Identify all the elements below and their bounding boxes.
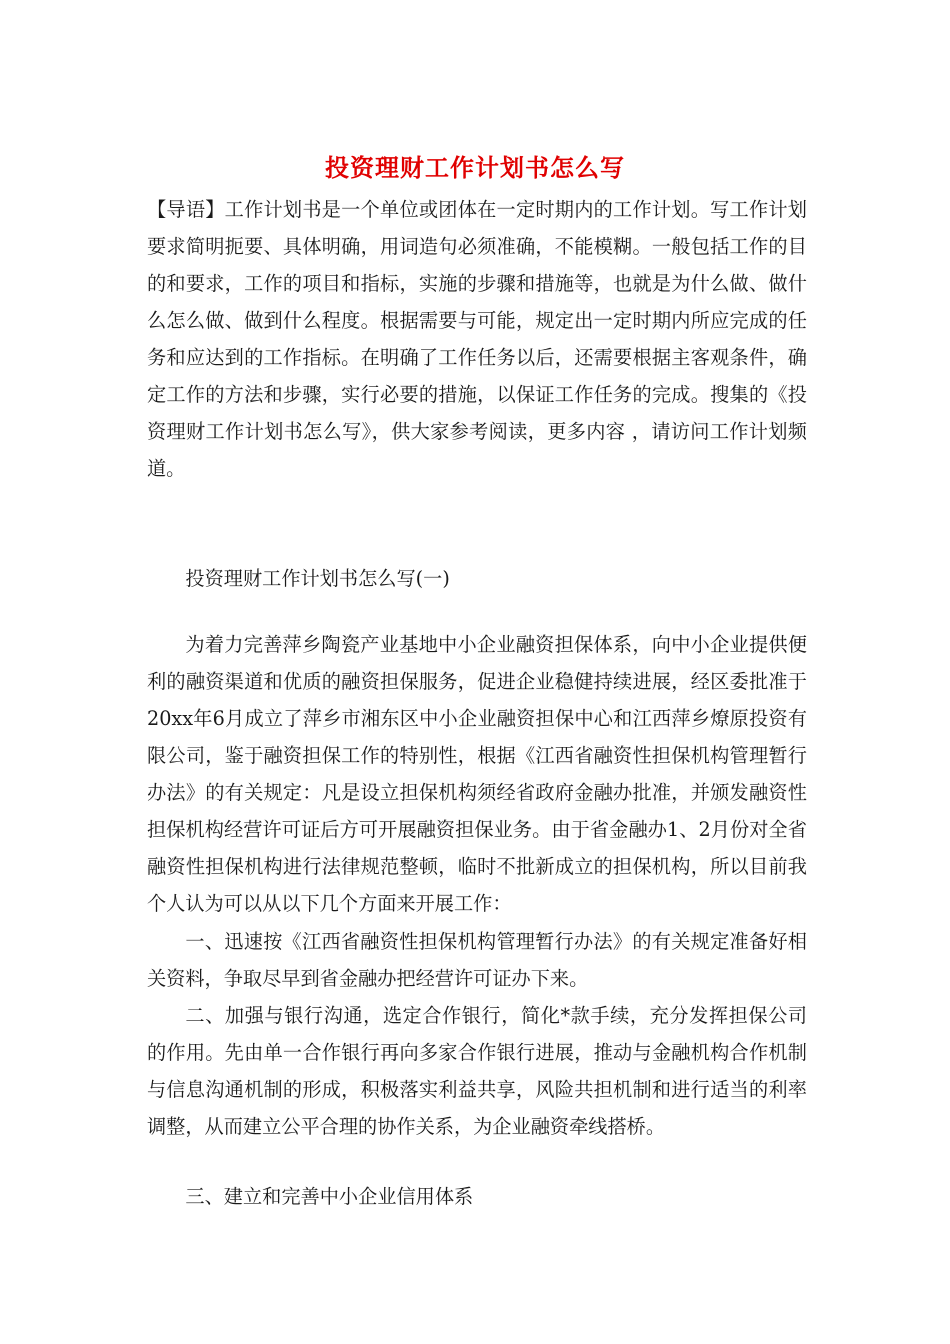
list-item-1: 一、迅速按《江西省融资性担保机构管理暂行办法》的有关规定准备好相关资料，争取尽早到省金融办把经营许可证办下来。 <box>147 930 807 990</box>
list-item-2: 二、加强与银行沟通，选定合作银行，简化*款手续，充分发挥担保公司的作用。先由单一合作银行再向多家合作银行进展，推动与金融机构合作机制与信息沟通机制的形成，积极落实利益共享，风险共担机制和进行适当的利率调整，从而建立公平合理的协作关系，为企业融资牵线搭桥。 <box>147 1004 807 1138</box>
body-paragraph-1: 为着力完善萍乡陶瓷产业基地中小企业融资担保体系，向中小企业提供便利的融资渠道和优质的融资担保服务，促进企业稳健持续进展，经区委批准于20xx年6月成立了萍乡市湘东区中小企业融资担保中心和江西萍乡燎原投资有限公司，鉴于融资担保工作的特别性，根据《江西省融资性担保机构管理暂行办法》的有关规定：凡是设立担保机构须经省政府金融办批准，并颁发融资性担保机构经营许可证后方可开展融资担保业务。由于省金融办1、2月份对全省融资性担保机构进行法律规范整顿，临时不批新成立的担保机构，所以目前我个人认为可以从以下几个方面来开展工作： <box>147 633 807 915</box>
section-heading-3: 三、建立和完善中小企业信用体系 <box>185 1185 474 1208</box>
intro-paragraph: 【导语】工作计划书是一个单位或团体在一定时期内的工作计划。写工作计划要求简明扼要、具体明确，用词造句必须准确，不能模糊。一般包括工作的目的和要求，工作的项目和指标，实施的步骤和措施等，也就是为什么做、做什么怎么做、做到什么程度。根据需要与可能，规定出一定时期内所应完成的任务和应达到的工作指标。在明确了工作任务以后，还需要根据主客观条件，确定工作的方法和步骤，实行必要的措施，以保证工作任务的完成。搜集的《投资理财工作计划书怎么写》，供大家参考阅读，更多内容 ，请访问工作计划频道。 <box>147 198 807 480</box>
document-title: 投资理财工作计划书怎么写 <box>325 153 625 182</box>
section-heading-1: 投资理财工作计划书怎么写(一) <box>185 567 450 590</box>
